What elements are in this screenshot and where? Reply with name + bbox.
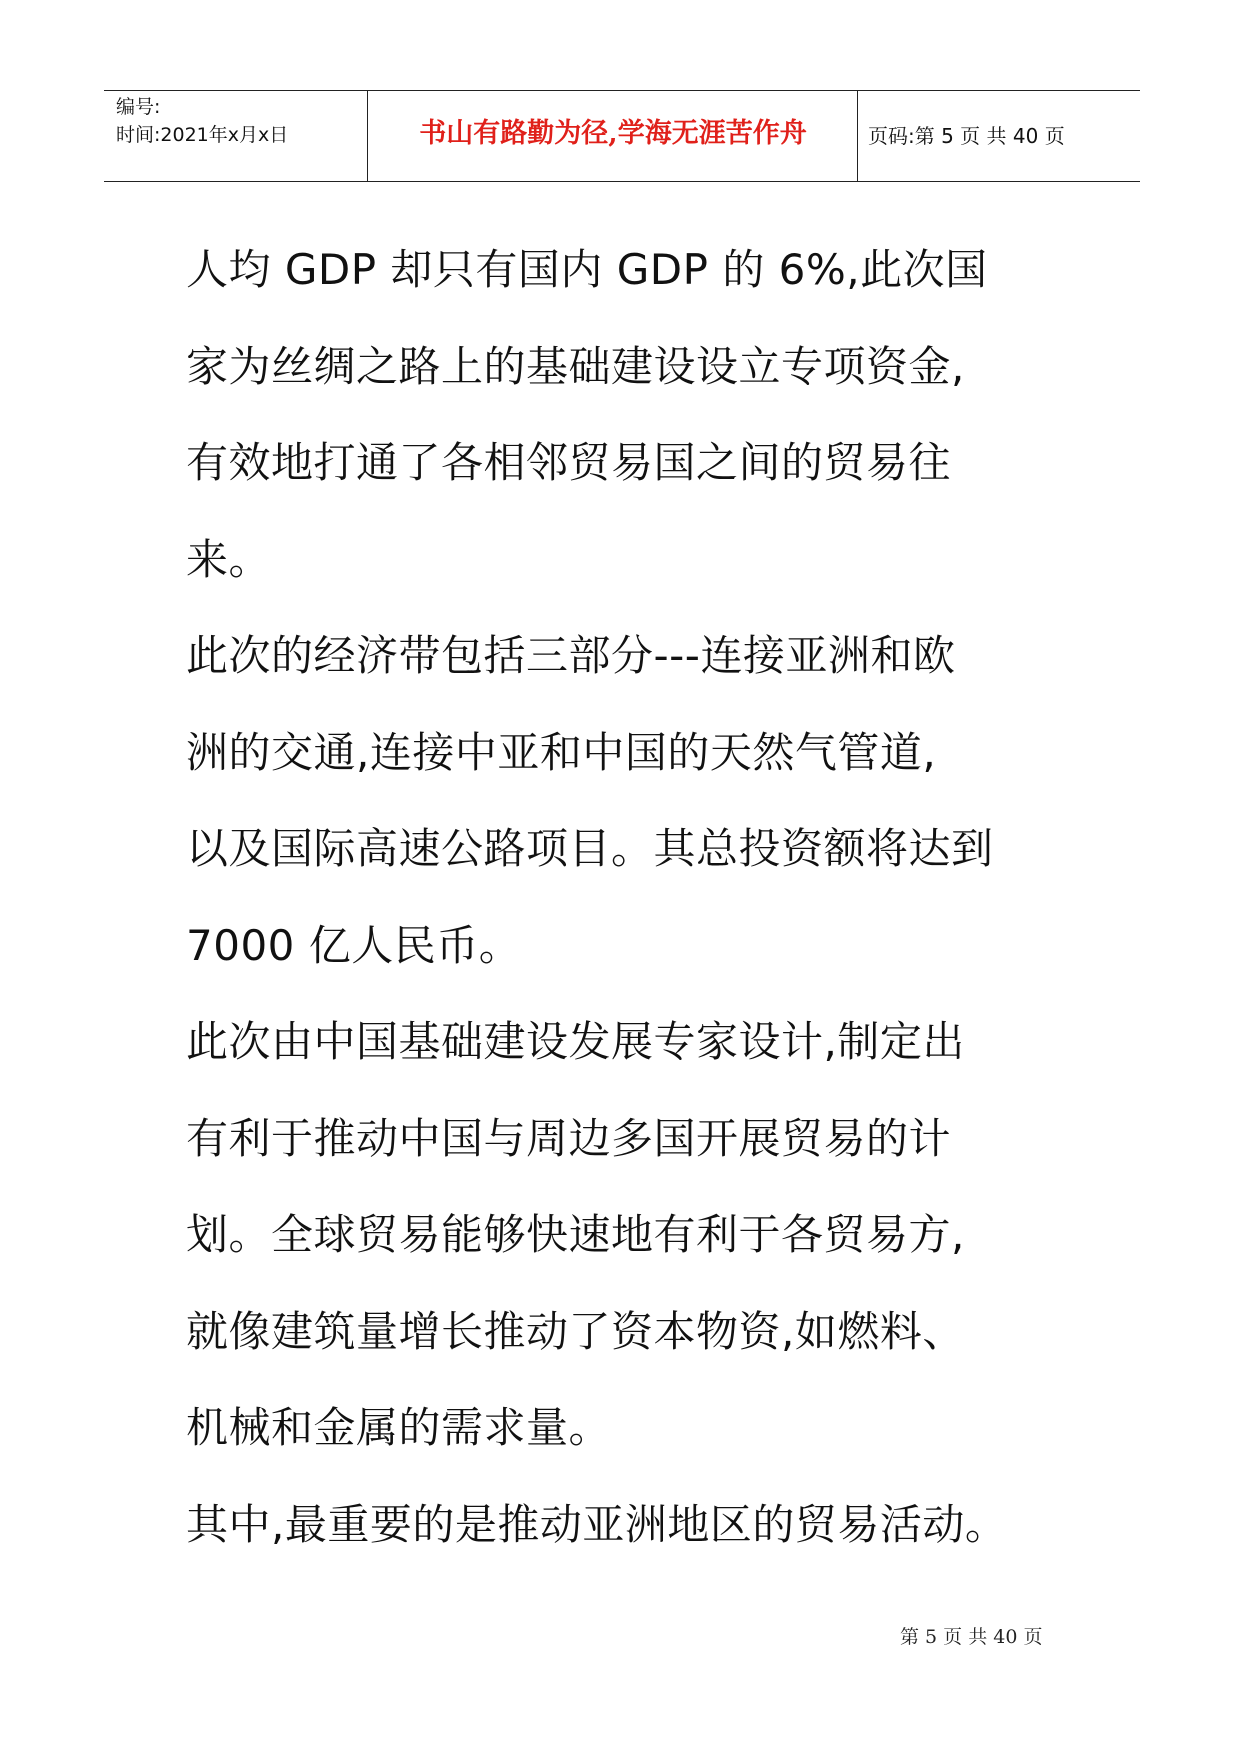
page-footer: 第 5 页 共 40 页 bbox=[900, 1626, 1043, 1648]
page-header bbox=[104, 90, 1140, 182]
text-line: 洲的交通,连接中亚和中国的天然气管道, bbox=[186, 727, 937, 777]
header-motto: 书山有路勤为径,学海无涯苦作舟 bbox=[419, 118, 807, 149]
paragraph bbox=[186, 222, 1106, 608]
text-line: 来。 bbox=[186, 534, 272, 584]
header-page-code: 页码:第 5 页 共 40 页 bbox=[868, 124, 1065, 148]
text-line: 划。全球贸易能够快速地有利于各贸易方, bbox=[186, 1210, 965, 1259]
document-number-label: 编号: bbox=[116, 96, 161, 118]
header-meta bbox=[116, 93, 288, 149]
text-line: 就像建筑量增长推动了资本物资,如燃料、 bbox=[186, 1306, 965, 1356]
text-line: 有效地打通了各相邻贸易国之间的贸易往 bbox=[186, 438, 952, 487]
text-line: 机械和金属的需求量。 bbox=[186, 1403, 612, 1452]
document-body bbox=[186, 222, 1106, 1573]
paragraph bbox=[186, 994, 1106, 1477]
text-line: 家为丝绸之路上的基础建设设立专项资金, bbox=[186, 341, 965, 391]
text-line: 以及国际高速公路项目。其总投资额将达到 bbox=[186, 824, 994, 873]
document-time-label: 时间:2021年x月x日 bbox=[116, 124, 289, 146]
text-line: 7000 亿人民币。 bbox=[186, 920, 522, 970]
text-line: 人均 GDP 却只有国内 GDP 的 6%,此次国 bbox=[186, 245, 988, 294]
text-line: 有利于推动中国与周边多国开展贸易的计 bbox=[186, 1113, 952, 1163]
header-divider bbox=[857, 91, 858, 181]
paragraph bbox=[186, 1477, 1106, 1574]
paragraph bbox=[186, 608, 1106, 994]
header-divider bbox=[367, 91, 368, 181]
text-line: 此次由中国基础建设发展专家设计,制定出 bbox=[186, 1017, 965, 1066]
text-line: 此次的经济带包括三部分---连接亚洲和欧 bbox=[186, 631, 956, 680]
text-line: 其中,最重要的是推动亚洲地区的贸易活动。 bbox=[186, 1499, 1008, 1549]
